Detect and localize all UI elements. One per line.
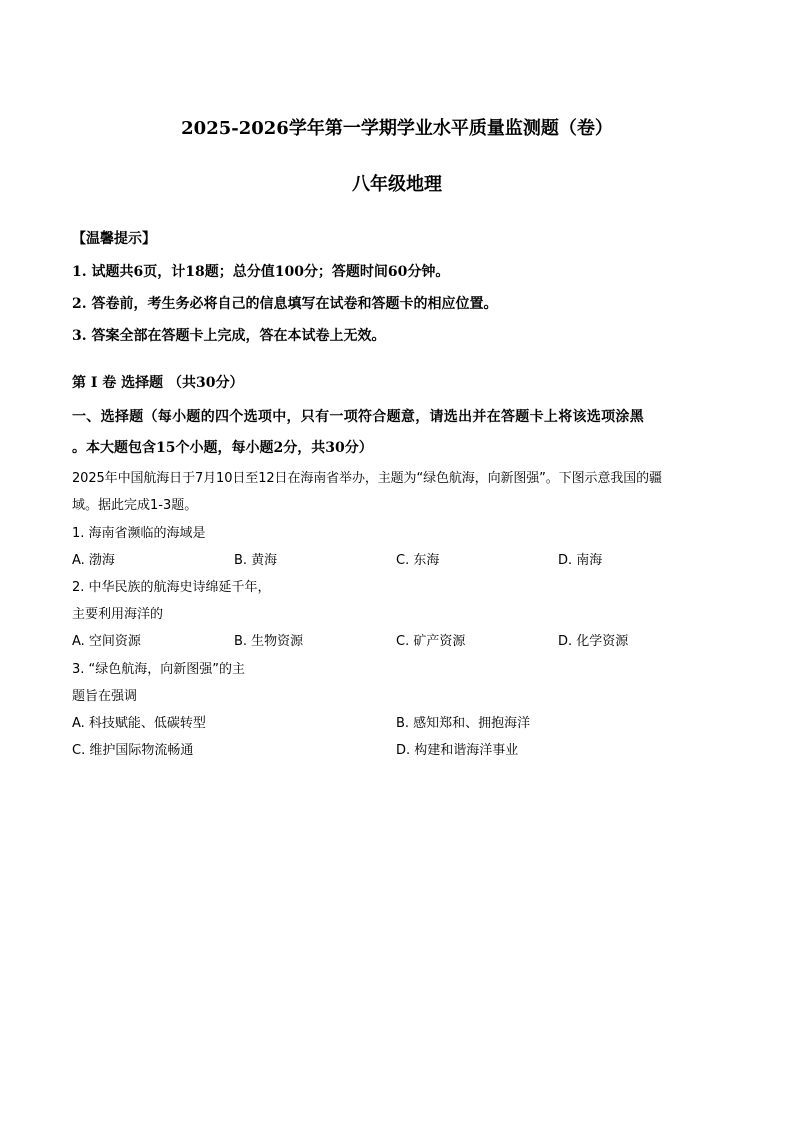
question-3-option-a: A. 科技赋能、低碳转型 xyxy=(72,716,206,731)
section-instruction-line-2: 。本大题包含15个小题，每小题2分，共30分） xyxy=(72,440,373,456)
question-1-stem: 1. 海南省濒临的海域是 xyxy=(72,526,206,541)
question-1-option-b: B. 黄海 xyxy=(234,553,278,568)
question-2-option-d: D. 化学资源 xyxy=(558,634,629,649)
question-3-option-d: D. 构建和谐海洋事业 xyxy=(396,743,519,758)
question-3-stem-line-1: 3. “绿色航海，向新图强”的主 xyxy=(72,662,246,677)
exam-title: 2025-2026学年第一学期学业水平质量监测题（卷） xyxy=(181,118,613,139)
question-3-option-c: C. 维护国际物流畅通 xyxy=(72,743,194,758)
question-2-stem-line-1: 2. 中华民族的航海史诗绵延千年， xyxy=(72,580,271,595)
question-3-option-b: B. 感知郑和、拥抱海洋 xyxy=(396,716,531,731)
question-1-option-c: C. 东海 xyxy=(396,553,440,568)
tip-item-1: 1. 试题共6页，计18题；总分值100分；答题时间60分钟。 xyxy=(72,264,450,280)
question-1-option-a: A. 渤海 xyxy=(72,553,115,568)
tips-heading: 【温馨提示】 xyxy=(72,231,156,247)
tip-item-3: 3. 答案全部在答题卡上完成，答在本试卷上无效。 xyxy=(72,328,386,344)
question-2-option-b: B. 生物资源 xyxy=(234,634,304,649)
tip-item-2: 2. 答卷前，考生务必将自己的信息填写在试卷和答题卡的相应位置。 xyxy=(72,296,498,312)
section-title: 第 I 卷 选择题 （共30分） xyxy=(72,375,244,391)
passage-line-2: 域。据此完成1-3题。 xyxy=(72,498,198,513)
exam-subtitle: 八年级地理 xyxy=(352,174,442,195)
question-2-option-a: A. 空间资源 xyxy=(72,634,141,649)
passage-line-1: 2025年中国航海日于7月10日至12日在海南省举办，主题为“绿色航海，向新图强”。下图示意我国的疆 xyxy=(72,471,662,486)
question-3-stem-line-2: 题旨在强调 xyxy=(72,689,138,704)
question-2-option-c: C. 矿产资源 xyxy=(396,634,466,649)
section-instruction-line-1: 一、选择题（每小题的四个选项中，只有一项符合题意，请选出并在答题卡上将该选项涂黑 xyxy=(72,409,644,425)
question-1-option-d: D. 南海 xyxy=(558,553,603,568)
question-2-stem-line-2: 主要利用海洋的 xyxy=(72,607,164,622)
